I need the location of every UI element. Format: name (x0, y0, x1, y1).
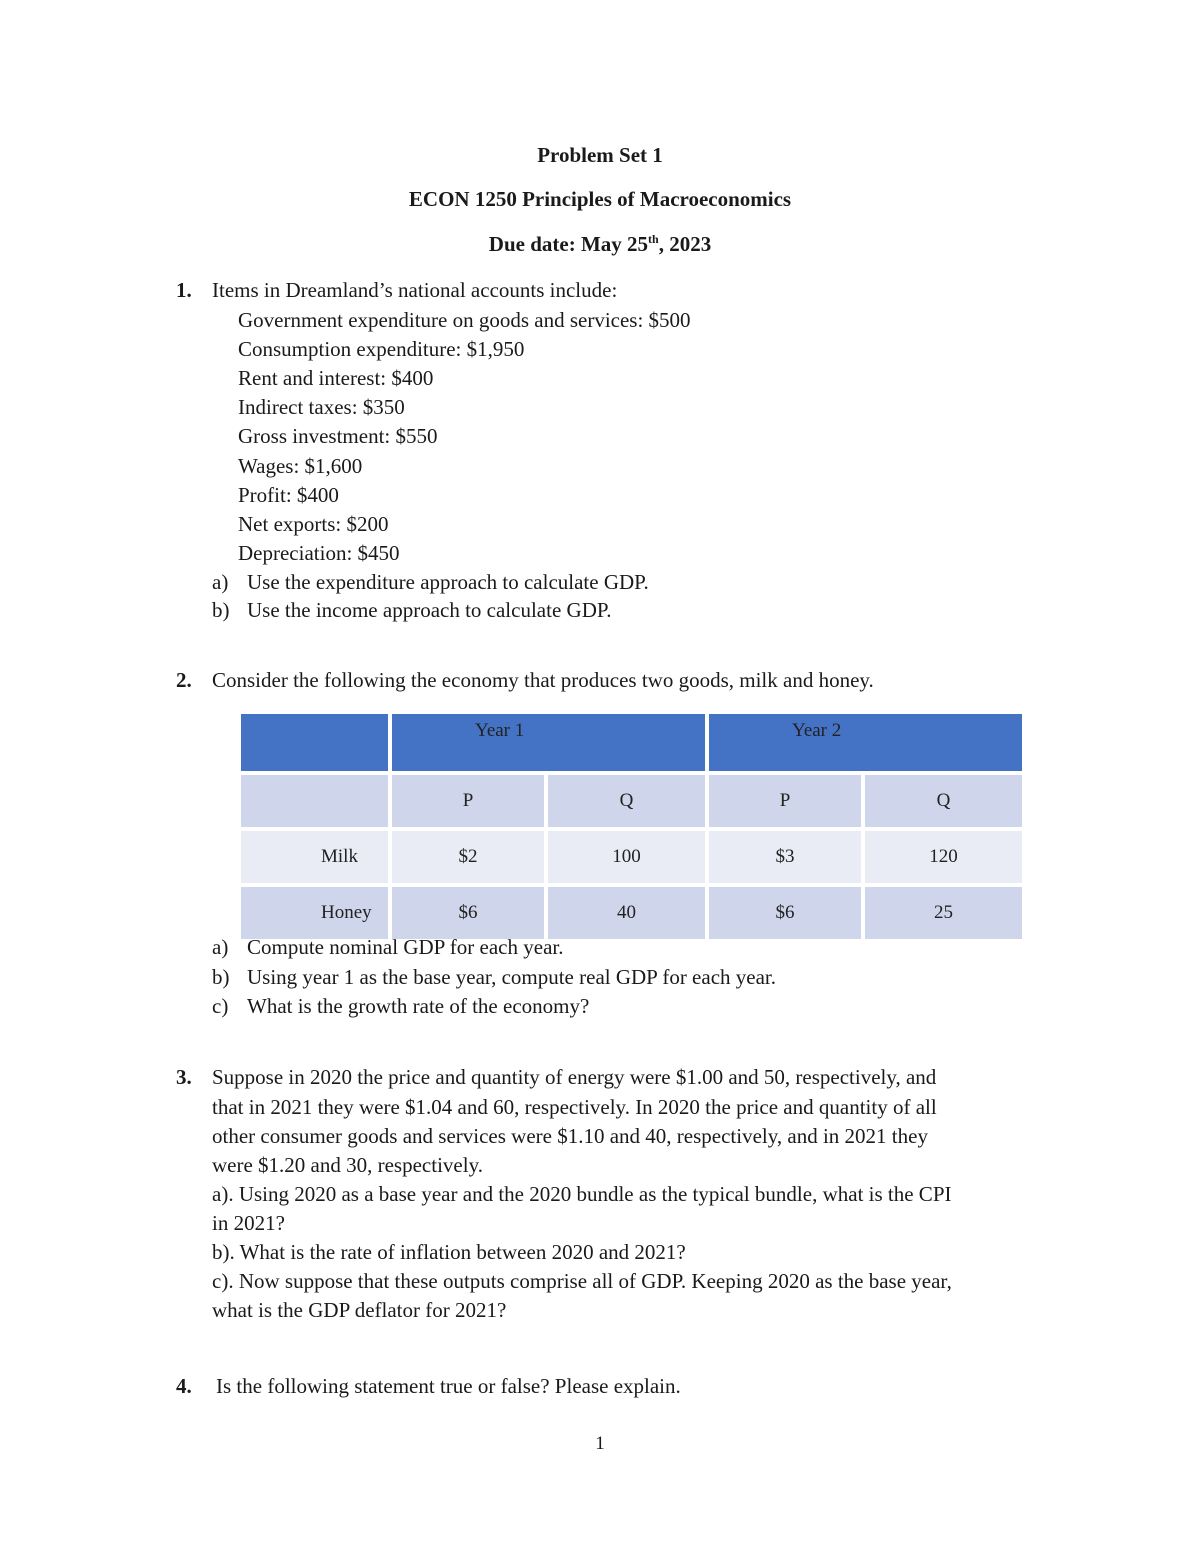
table-corner-cell (241, 714, 388, 771)
question-2-intro: Consider the following the economy that produces two goods, milk and honey. (212, 668, 874, 692)
table-cell: $6 (392, 887, 544, 939)
table-cell: 40 (548, 887, 705, 939)
question-2-number: 2. (176, 668, 192, 692)
row-label: Honey (241, 887, 388, 939)
q1-item: Rent and interest: $400 (238, 366, 434, 390)
question-1-number: 1. (176, 278, 192, 302)
q2-part-c: c) What is the growth rate of the economy? (212, 994, 590, 1018)
q2-part-a: a) Compute nominal GDP for each year. (212, 935, 564, 959)
q3-line: Suppose in 2020 the price and quantity of energy were $1.00 and 50, respectively, and (212, 1065, 937, 1089)
q3-part-c: c). Now suppose that these outputs comprise all of GDP. Keeping 2020 as the base year, (212, 1269, 952, 1293)
table-row (241, 887, 1022, 939)
q1-item: Government expenditure on goods and services: $500 (238, 308, 691, 332)
table-empty-cell (241, 775, 388, 827)
q3-line: were $1.20 and 30, respectively. (212, 1153, 483, 1177)
column-header: P (392, 775, 544, 827)
q2-part-b: b) Using year 1 as the base year, compute real GDP for each year. (212, 965, 776, 989)
q1-item: Profit: $400 (238, 483, 339, 507)
table-cell: $6 (709, 887, 861, 939)
q3-part-a: a). Using 2020 as a base year and the 2020 bundle as the typical bundle, what is the CPI (212, 1182, 952, 1206)
table-cell: 100 (548, 831, 705, 883)
q1-item: Gross investment: $550 (238, 424, 438, 448)
q1-item: Depreciation: $450 (238, 541, 400, 565)
milk-honey-table (237, 710, 1026, 943)
year-2-header: Year 2 (709, 714, 1022, 771)
question-4-number: 4. (176, 1374, 192, 1398)
q1-part-b: b) Use the income approach to calculate GDP. (212, 598, 612, 622)
table-cell: 120 (865, 831, 1022, 883)
row-label: Milk (241, 831, 388, 883)
q3-line: other consumer goods and services were $1.10 and 40, respectively, and in 2021 they (212, 1124, 928, 1148)
question-1-intro: Items in Dreamland’s national accounts include: (212, 278, 618, 302)
question-3-number: 3. (176, 1065, 192, 1089)
q3-line: what is the GDP deflator for 2021? (212, 1298, 507, 1322)
table-row (241, 831, 1022, 883)
page-number: 1 (595, 1433, 605, 1454)
due-date: Due date: May 25th, 2023 (488, 232, 712, 256)
q1-part-a: a) Use the expenditure approach to calculate GDP. (212, 570, 649, 594)
column-header: Q (865, 775, 1022, 827)
q3-line: that in 2021 they were $1.04 and 60, respectively. In 2020 the price and quantity of all (212, 1095, 937, 1119)
table-cell: 25 (865, 887, 1022, 939)
table-cell: $2 (392, 831, 544, 883)
column-header: Q (548, 775, 705, 827)
q3-line: in 2021? (212, 1211, 285, 1235)
q3-part-b: b). What is the rate of inflation between 2020 and 2021? (212, 1240, 686, 1264)
table-cell: $3 (709, 831, 861, 883)
column-header: P (709, 775, 861, 827)
q1-item: Consumption expenditure: $1,950 (238, 337, 525, 361)
q1-item: Net exports: $200 (238, 512, 389, 536)
page-title: Problem Set 1 (537, 143, 663, 167)
q1-item: Wages: $1,600 (238, 454, 363, 478)
q1-item: Indirect taxes: $350 (238, 395, 405, 419)
question-4-text: Is the following statement true or false? Please explain. (216, 1374, 681, 1398)
year-1-header: Year 1 (392, 714, 705, 771)
course-title: ECON 1250 Principles of Macroeconomics (408, 187, 792, 211)
